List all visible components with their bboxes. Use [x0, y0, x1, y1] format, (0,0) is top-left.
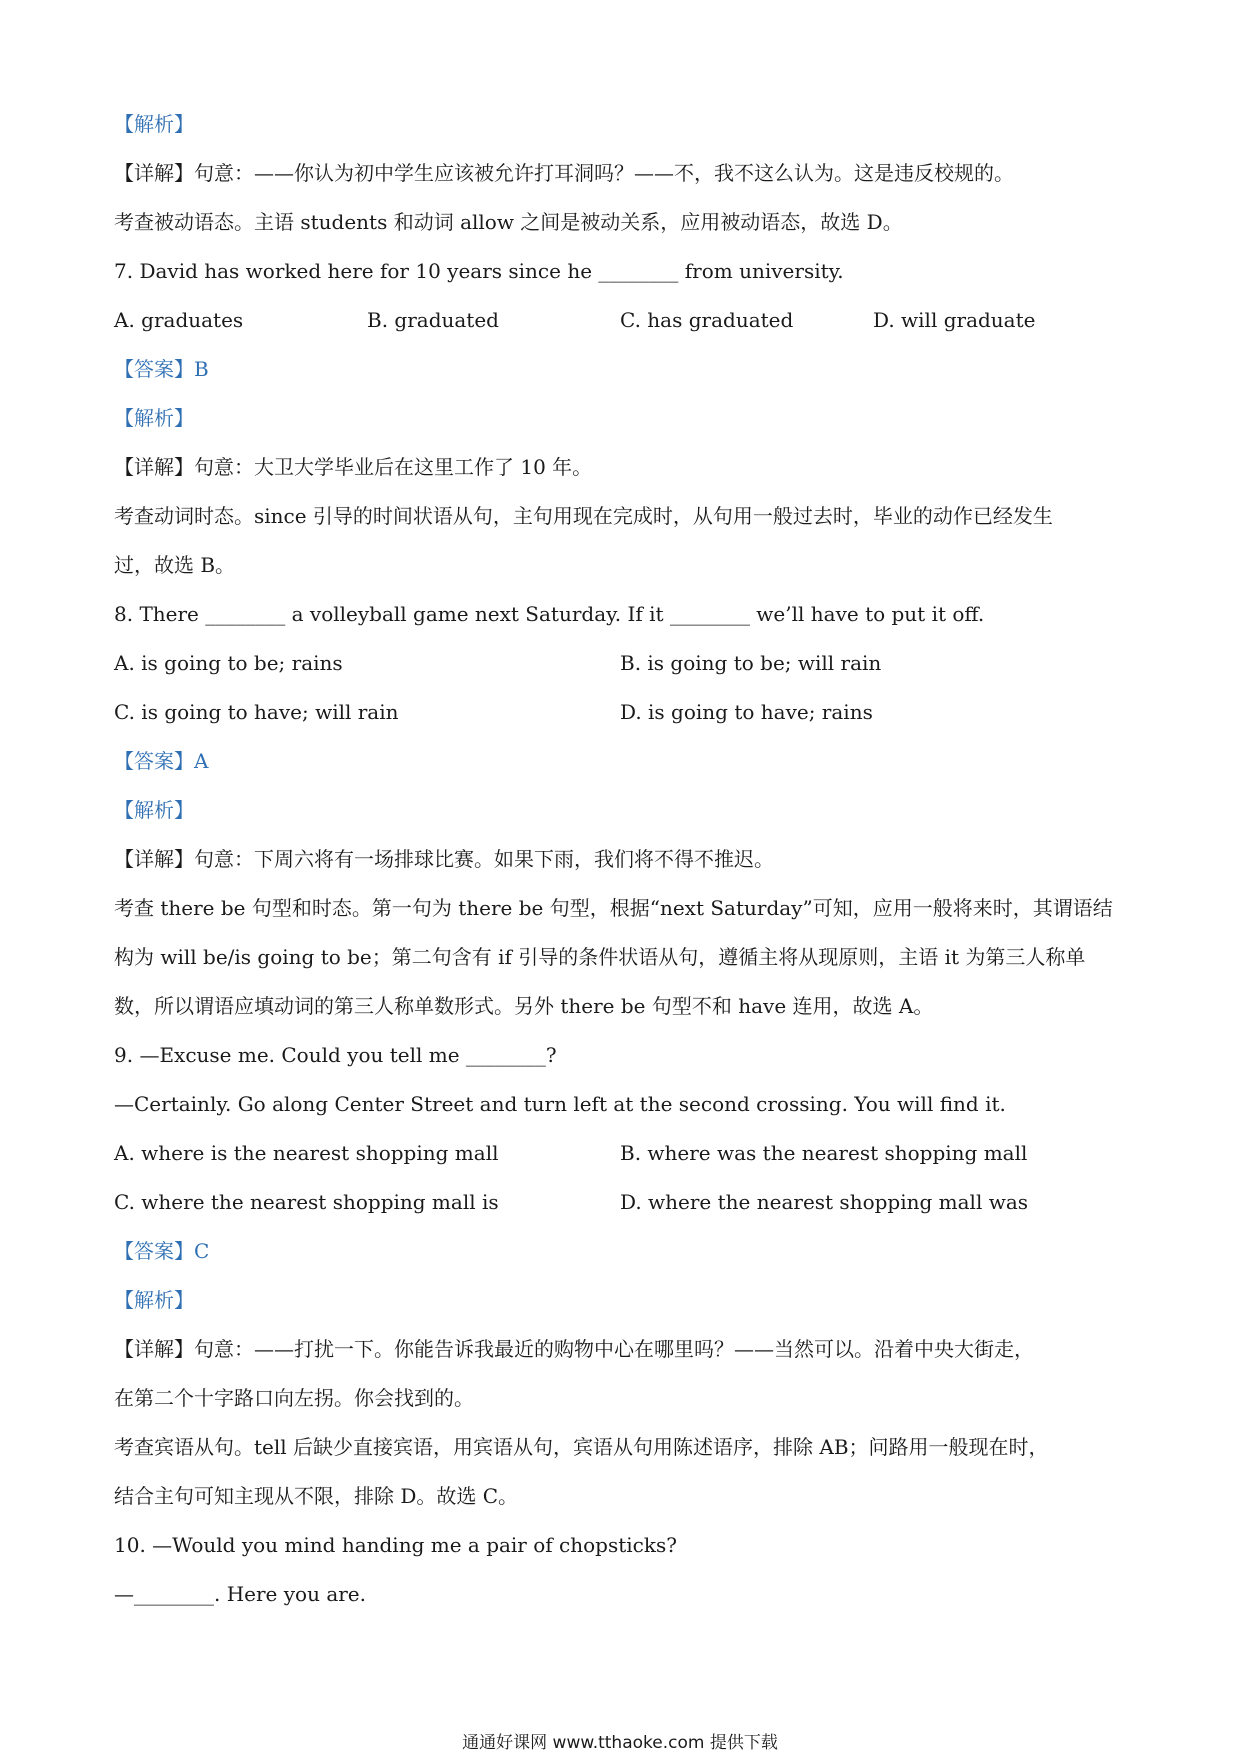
q9-answer: 【答案】C — [114, 1239, 210, 1263]
q9-option-b: B. where was the nearest shopping mall — [620, 1141, 1028, 1165]
q7-option-c: C. has graduated — [620, 308, 794, 332]
q9-explanation-line-2: 结合主句可知主现从不限，排除 D。故选 C。 — [114, 1484, 519, 1508]
q9-analysis-label: 【解析】 — [114, 1288, 194, 1312]
q8-option-b: B. is going to be; will rain — [620, 651, 882, 675]
page-footer: 通通好课网 www.tthaoke.com 提供下载 — [462, 1733, 778, 1753]
q9-explanation-line-1: 考查宾语从句。tell 后缺少直接宾语，用宾语从句，宾语从句用陈述语序，排除 AB；问路用一般现在时， — [114, 1435, 1049, 1459]
q8-analysis-label: 【解析】 — [114, 798, 194, 822]
q10-reply: —________. Here you are. — [114, 1582, 367, 1606]
q10-stem: 10. —Would you mind handing me a pair of chopsticks? — [114, 1533, 677, 1557]
q8-explanation-line-1: 考查 there be 句型和时态。第一句为 there be 句型，根据“next Saturday”可知，应用一般将来时，其谓语结 — [114, 896, 1113, 920]
q6-explanation: 考查被动语态。主语 students 和动词 allow 之间是被动关系，应用被动语态，故选 D。 — [114, 210, 903, 234]
q9-option-c: C. where the nearest shopping mall is — [114, 1190, 499, 1214]
q7-analysis-label: 【解析】 — [114, 406, 194, 430]
q9-option-a: A. where is the nearest shopping mall — [114, 1141, 499, 1165]
q8-option-c: C. is going to have; will rain — [114, 700, 399, 724]
q7-option-a: A. graduates — [114, 308, 244, 332]
q9-stem: 9. —Excuse me. Could you tell me ________? — [114, 1043, 557, 1067]
q8-stem: 8. There ________ a volleyball game next Saturday. If it ________ we’ll have to put it off. — [114, 602, 985, 626]
q7-option-d: D. will graduate — [873, 308, 1036, 332]
q6-detail: 【详解】句意：——你认为初中学生应该被允许打耳洞吗？——不，我不这么认为。这是违反校规的。 — [114, 161, 1014, 185]
q8-option-a: A. is going to be; rains — [114, 651, 343, 675]
q9-options-row-1 — [114, 1129, 1134, 1178]
q7-stem: 7. David has worked here for 10 years since he ________ from university. — [114, 259, 844, 283]
document-page — [114, 100, 1134, 1619]
q7-answer: 【答案】B — [114, 357, 209, 381]
q8-detail: 【详解】句意：下周六将有一场排球比赛。如果下雨，我们将不得不推迟。 — [114, 847, 774, 871]
q8-explanation-line-2: 构为 will be/is going to be；第二句含有 if 引导的条件状语从句，遵循主将从现原则，主语 it 为第三人称单 — [114, 945, 1086, 969]
q7-explanation-line-1: 考查动词时态。since 引导的时间状语从句，主句用现在完成时，从句用一般过去时，毕业的动作已经发生 — [114, 504, 1053, 528]
q8-answer: 【答案】A — [114, 749, 209, 773]
q9-reply: —Certainly. Go along Center Street and turn left at the second crossing. You will find it. — [114, 1092, 1006, 1116]
q9-detail-line-1: 【详解】句意：——打扰一下。你能告诉我最近的购物中心在哪里吗？——当然可以。沿着中央大街走， — [114, 1337, 1034, 1361]
q8-explanation-line-3: 数，所以谓语应填动词的第三人称单数形式。另外 there be 句型不和 have 连用，故选 A。 — [114, 994, 934, 1018]
q7-option-b: B. graduated — [367, 308, 499, 332]
q8-options-row-2 — [114, 688, 1134, 737]
q7-detail: 【详解】句意：大卫大学毕业后在这里工作了 10 年。 — [114, 455, 593, 479]
q6-analysis-label: 【解析】 — [114, 112, 194, 136]
q8-option-d: D. is going to have; rains — [620, 700, 873, 724]
q7-explanation-line-2: 过，故选 B。 — [114, 553, 236, 577]
q8-options-row-1 — [114, 639, 1134, 688]
q7-options — [114, 296, 1134, 345]
q9-option-d: D. where the nearest shopping mall was — [620, 1190, 1029, 1214]
q9-options-row-2 — [114, 1178, 1134, 1227]
q9-detail-line-2: 在第二个十字路口向左拐。你会找到的。 — [114, 1386, 474, 1410]
